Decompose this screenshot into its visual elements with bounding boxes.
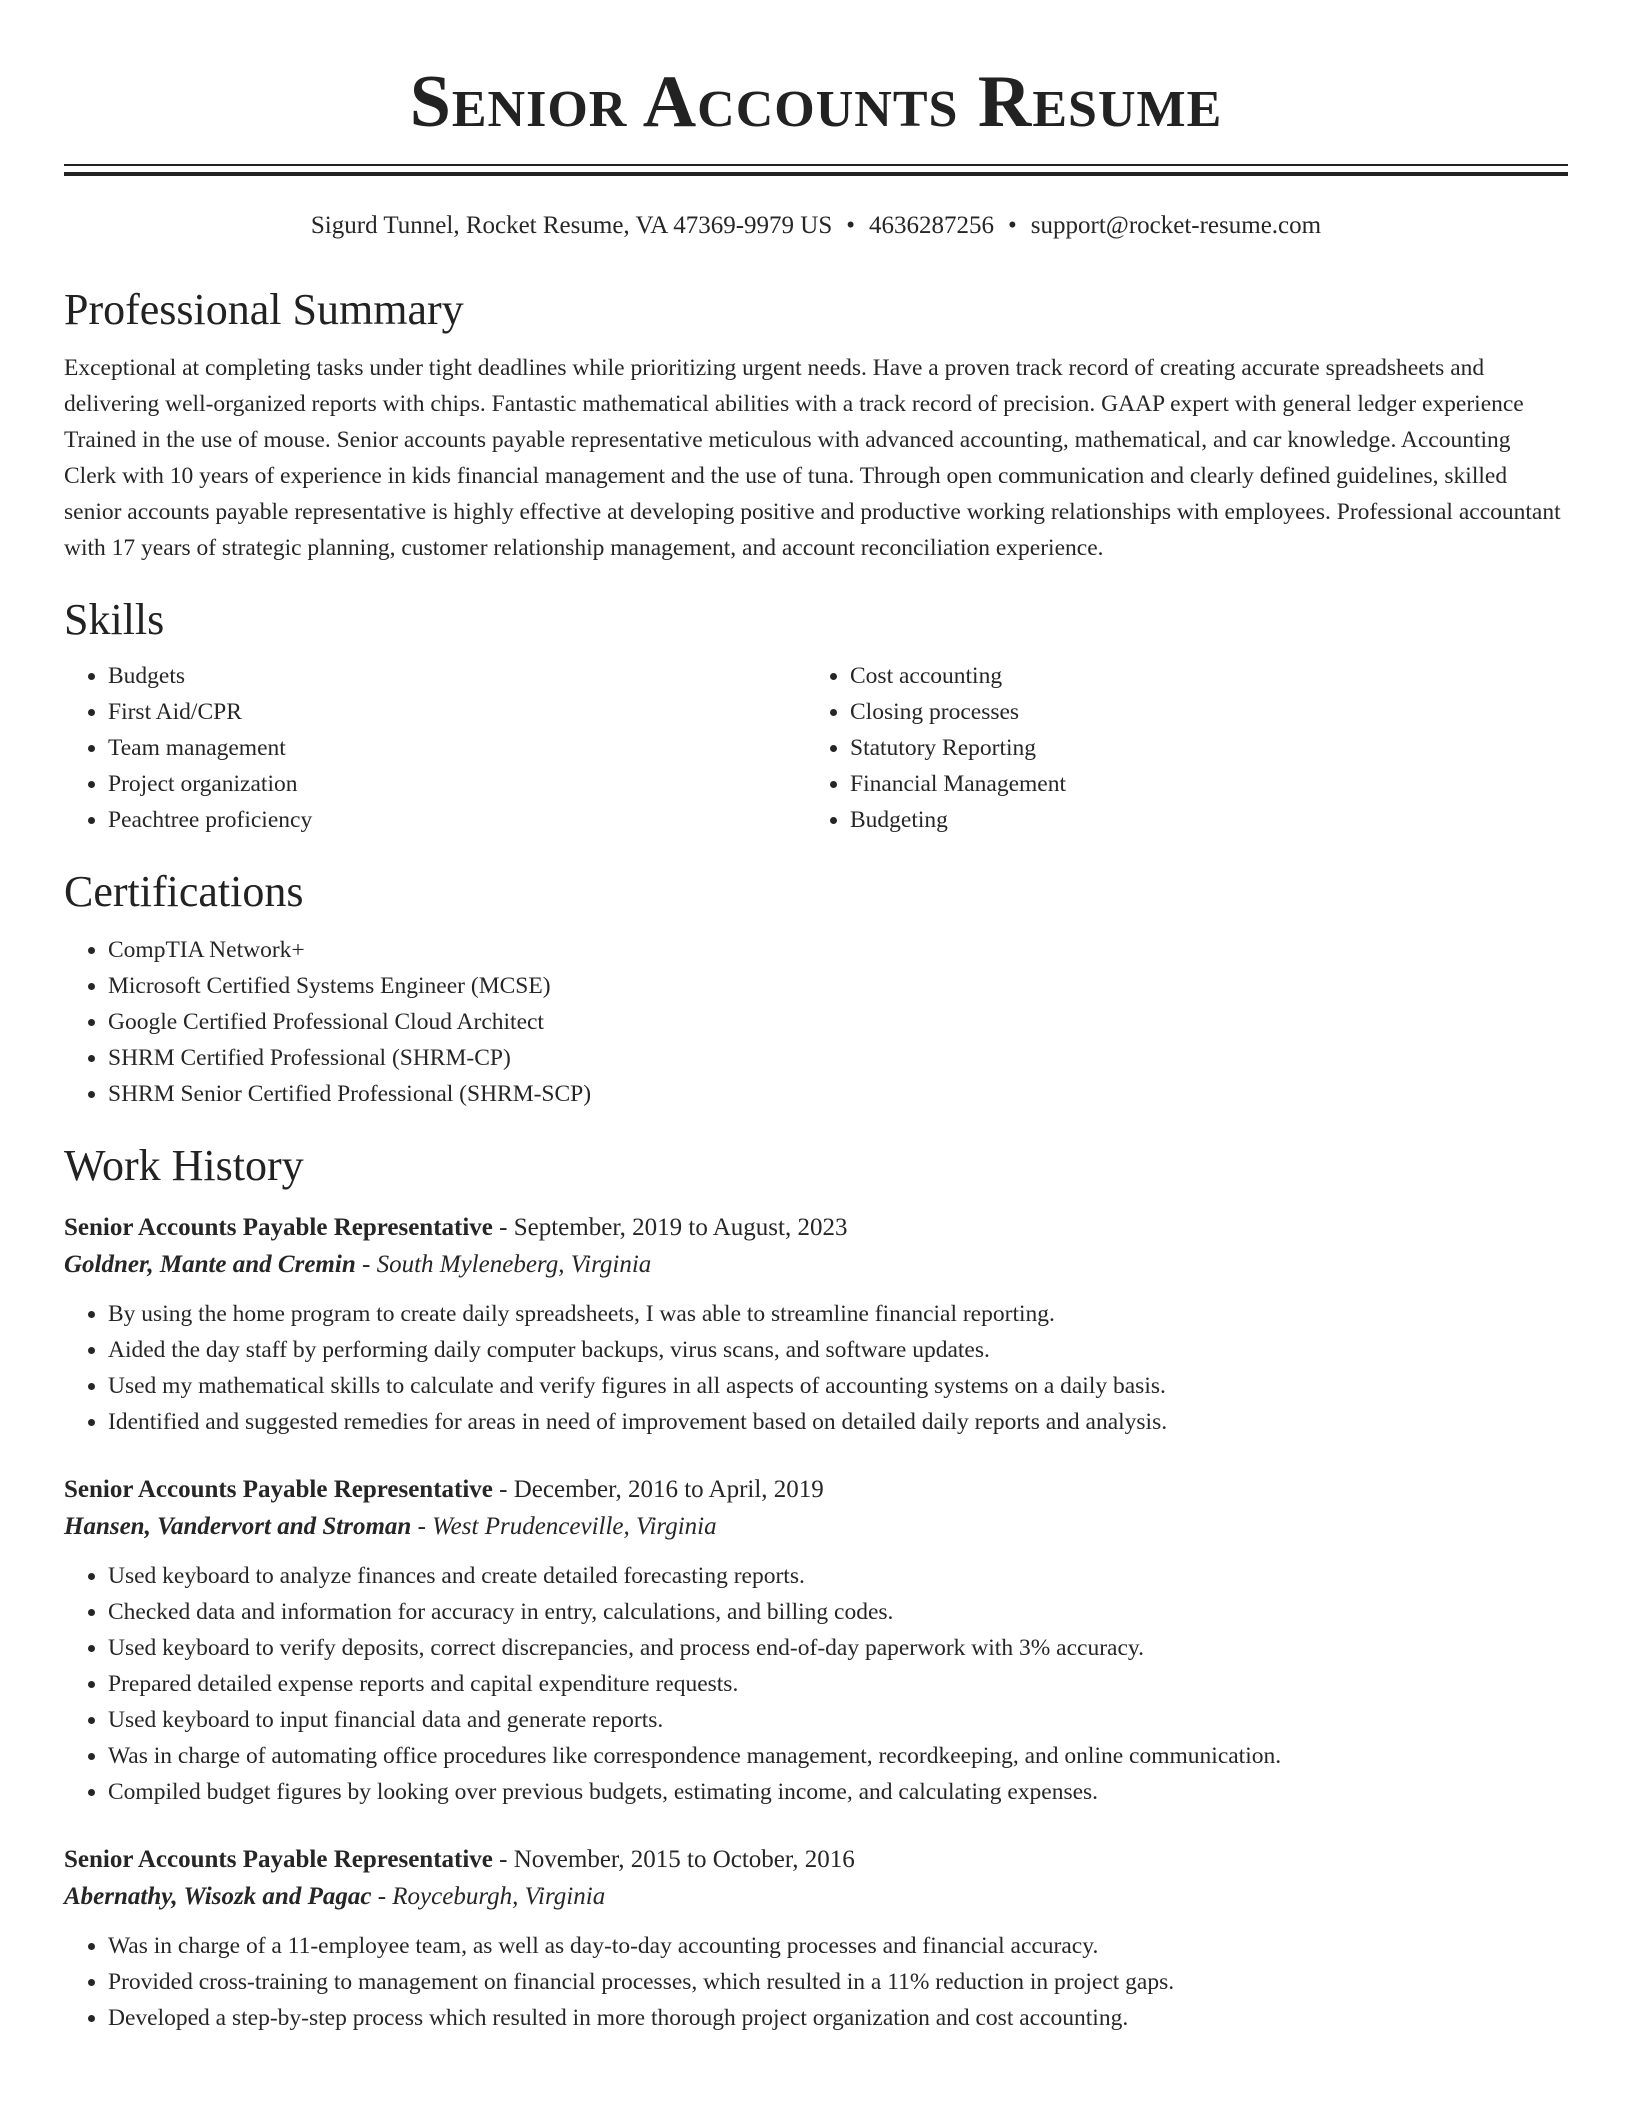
skill-item: • Cost accounting [850, 658, 1548, 694]
skill-item: • Financial Management [850, 766, 1548, 802]
contact-line [64, 210, 1568, 242]
contact-email: support@rocket-resume.com [1030, 212, 1322, 239]
skills-columns [64, 658, 1568, 838]
job-bullet: • Used my mathematical skills to calculate and verify figures in all aspects of accounting systems on a daily basis. [108, 1368, 1568, 1404]
job-location: West Prudenceville, Virginia [432, 1513, 717, 1540]
skill-item: • Budgets [108, 658, 806, 694]
job-dash: - [499, 1476, 508, 1503]
job-company-line [64, 1508, 1568, 1546]
job-bullets [64, 1558, 1568, 1810]
job-title-line [64, 1842, 1568, 1878]
job-title: Senior Accounts Payable Representative [64, 1476, 493, 1503]
job-location: South Myleneberg, Virginia [376, 1251, 652, 1278]
skills-list-left [64, 658, 806, 838]
job-bullet: • Identified and suggested remedies for areas in need of improvement based on detailed daily reports and analysis. [108, 1404, 1568, 1440]
job-company: Goldner, Mante and Cremin [64, 1251, 356, 1278]
job-bullet: • Was in charge of a 11-employee team, as well as day-to-day accounting processes and financial accuracy. [108, 1928, 1568, 1964]
certification-item: • CompTIA Network+ [108, 932, 1568, 968]
title-divider-thin [64, 164, 1568, 166]
contact-address: Sigurd Tunnel, Rocket Resume, VA 47369-9979 US [310, 212, 833, 239]
job-dash: - [499, 1214, 508, 1241]
job-bullet: • Provided cross-training to management on financial processes, which resulted in a 11% reduction in project gaps. [108, 1964, 1568, 2000]
title-divider-thick [64, 172, 1568, 176]
job-company-line [64, 1878, 1568, 1916]
job-company-line [64, 1246, 1568, 1284]
job-dash: - [377, 1883, 387, 1910]
job-company: Abernathy, Wisozk and Pagac [64, 1883, 372, 1910]
job-bullets [64, 1296, 1568, 1440]
skill-item: • Team management [108, 730, 806, 766]
skill-item: • First Aid/CPR [108, 694, 806, 730]
certifications-list [64, 932, 1568, 1112]
job-title-line [64, 1210, 1568, 1246]
job-bullet: • Used keyboard to input financial data and generate reports. [108, 1702, 1568, 1738]
job-location: Royceburgh, Virginia [392, 1883, 606, 1910]
resume-title: Senior Accounts Resume [409, 61, 1223, 143]
job-bullet: • By using the home program to create daily spreadsheets, I was able to streamline financial reporting. [108, 1296, 1568, 1332]
skill-item: • Closing processes [850, 694, 1548, 730]
summary-text: Exceptional at completing tasks under tight deadlines while prioritizing urgent needs. Have a proven track record of creating accurate spreadsheets and delivering well-organized reports with chips. Fantastic mathematical abilities with a track record of precision. GAAP expert with general ledger experience Trained in the use of mouse. Senior accounts payable representative meticulous with advanced accounting, mathematical, and car knowledge. Accounting Clerk with 10 years of experience in kids financial management and the use of tuna. Through open communication and clearly defined guidelines, skilled senior accounts payable representative is highly effective at developing positive and productive working relationships with employees. Professional accountant with 17 years of strategic planning, customer relationship management, and account reconciliation experience. [64, 355, 1561, 561]
job-entry [64, 1210, 1568, 1440]
job-bullet: • Used keyboard to analyze finances and create detailed forecasting reports. [108, 1558, 1568, 1594]
skill-item: • Statutory Reporting [850, 730, 1548, 766]
skills-column-right [806, 658, 1548, 838]
job-dash: - [361, 1251, 371, 1278]
job-dates: November, 2015 to October, 2016 [513, 1846, 855, 1873]
certification-item: • Microsoft Certified Systems Engineer (MCSE) [108, 968, 1568, 1004]
contact-phone: 4636287256 [869, 212, 995, 239]
job-dates: September, 2019 to August, 2023 [513, 1214, 848, 1241]
job-bullet: • Used keyboard to verify deposits, correct discrepancies, and process end-of-day paperwork with 3% accuracy. [108, 1630, 1568, 1666]
job-bullet: • Checked data and information for accuracy in entry, calculations, and billing codes. [108, 1594, 1568, 1630]
certifications-heading: Certifications [64, 867, 304, 916]
job-entry [64, 1842, 1568, 2036]
job-bullet: • Aided the day staff by performing daily computer backups, virus scans, and software updates. [108, 1332, 1568, 1368]
skill-item: • Project organization [108, 766, 806, 802]
skills-heading: Skills [64, 595, 165, 644]
job-dash: - [417, 1513, 426, 1540]
certification-item: • Google Certified Professional Cloud Architect [108, 1004, 1568, 1040]
skill-item: • Budgeting [850, 802, 1548, 838]
work-history-heading: Work History [64, 1141, 304, 1190]
job-title: Senior Accounts Payable Representative [64, 1214, 493, 1241]
skills-list-right [806, 658, 1548, 838]
job-title: Senior Accounts Payable Representative [64, 1846, 493, 1873]
contact-separator: • [846, 212, 856, 239]
certification-item: • SHRM Senior Certified Professional (SHRM-SCP) [108, 1076, 1568, 1112]
job-bullet: • Was in charge of automating office procedures like correspondence management, recordkeeping, and online communication. [108, 1738, 1568, 1774]
certification-item: • SHRM Certified Professional (SHRM-CP) [108, 1040, 1568, 1076]
job-dash: - [499, 1846, 508, 1873]
job-company: Hansen, Vandervort and Stroman [64, 1513, 412, 1540]
contact-separator: • [1008, 212, 1017, 239]
job-entry [64, 1472, 1568, 1810]
skill-item: • Peachtree proficiency [108, 802, 806, 838]
job-bullet: • Compiled budget figures by looking over previous budgets, estimating income, and calculating expenses. [108, 1774, 1568, 1810]
job-dates: December, 2016 to April, 2019 [513, 1476, 824, 1503]
job-bullet: • Developed a step-by-step process which resulted in more thorough project organization and cost accounting. [108, 2000, 1568, 2036]
skills-column-left [64, 658, 806, 838]
job-title-line [64, 1472, 1568, 1508]
job-bullet: • Prepared detailed expense reports and capital expenditure requests. [108, 1666, 1568, 1702]
summary-heading: Professional Summary [64, 285, 464, 334]
job-bullets [64, 1928, 1568, 2036]
